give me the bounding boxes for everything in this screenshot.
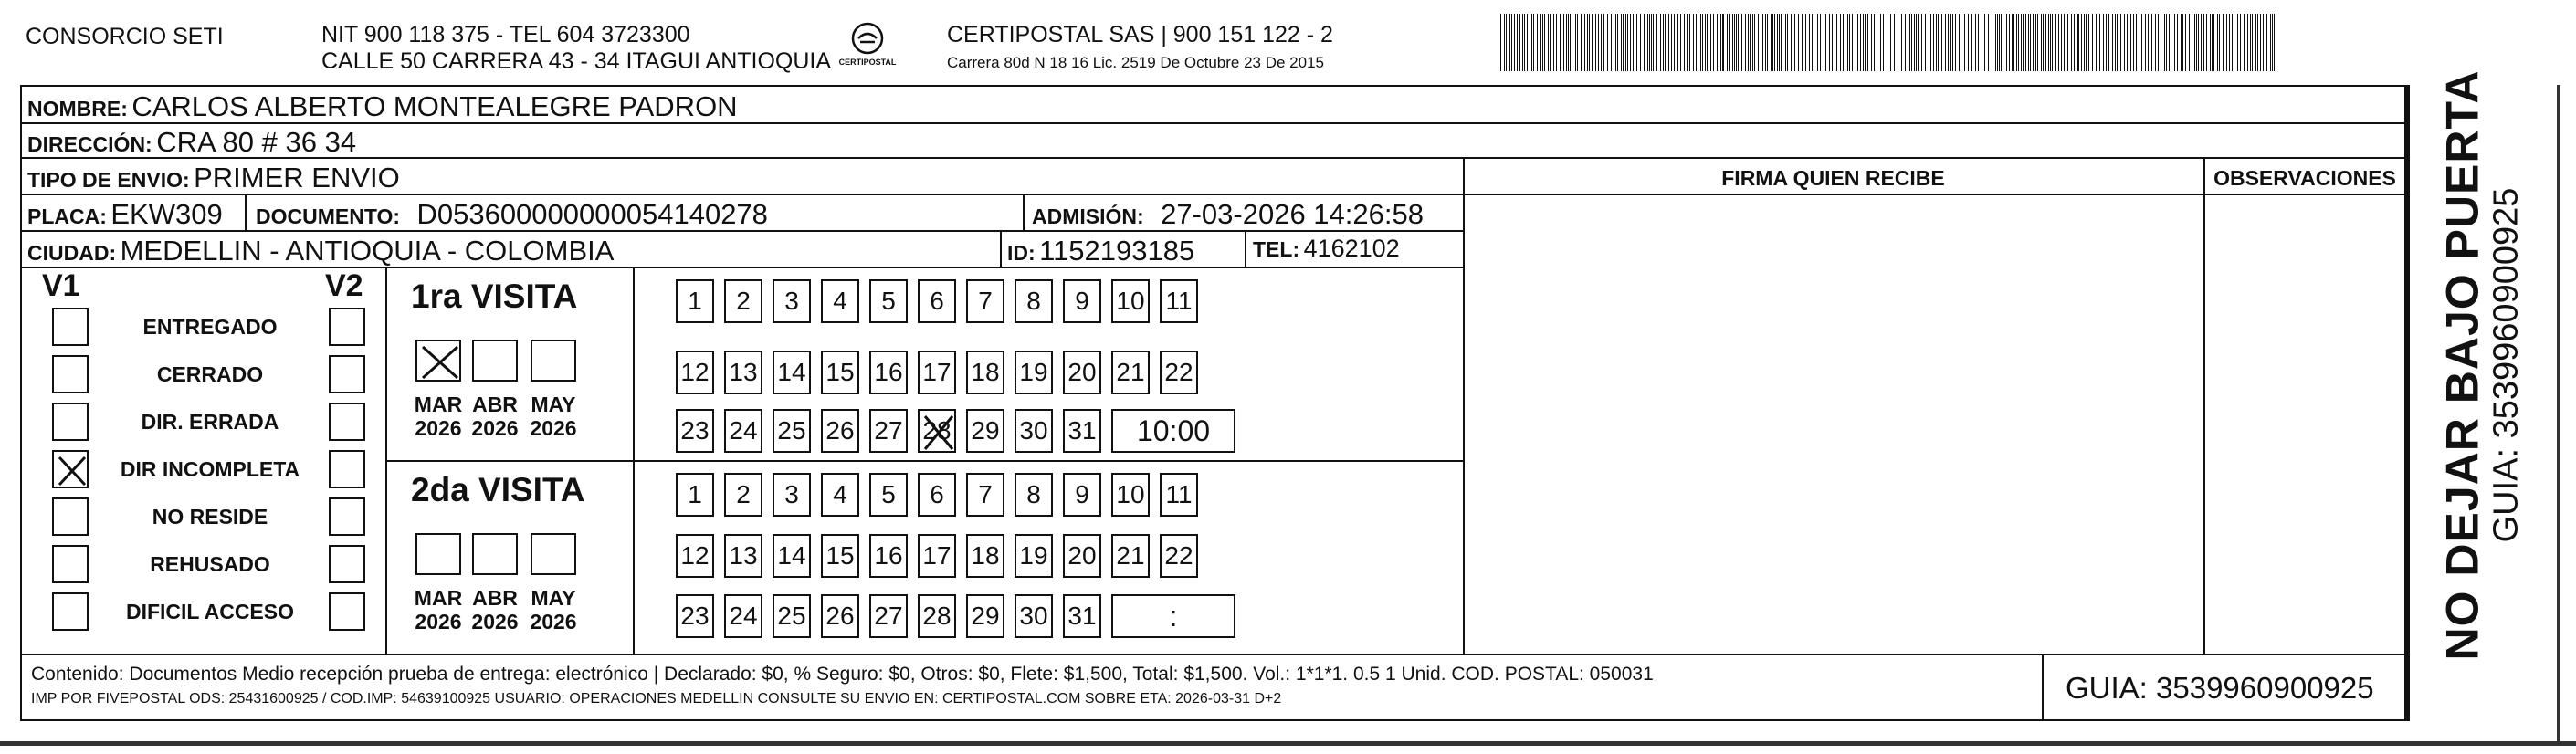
day-box[interactable]: 30 [1015,409,1053,453]
day-box[interactable]: 17 [918,534,956,578]
v1-checkbox[interactable] [52,545,89,583]
direccion-row [27,128,356,156]
month-checkbox[interactable] [472,340,518,382]
documento-value: D053600000000054140278 [416,198,768,230]
v2-checkbox[interactable] [329,308,365,346]
day-box[interactable]: 8 [1015,473,1053,517]
day-box[interactable]: 27 [869,594,908,638]
v2-checkbox[interactable] [329,497,365,536]
day-box[interactable]: 5 [869,473,908,517]
day-box[interactable]: 20 [1063,351,1101,394]
v2-checkbox[interactable] [329,450,365,488]
day-box[interactable]: 25 [773,594,811,638]
day-box[interactable]: 17 [918,351,956,394]
day-box[interactable]: 31 [1063,594,1101,638]
day-box[interactable]: 1 [676,279,714,323]
day-box[interactable]: 2 [724,473,762,517]
admision-value: 27-03-2026 14:26:58 [1161,198,1424,230]
direccion-value: CRA 80 # 36 34 [156,126,357,158]
id-value: 1152193185 [1039,235,1195,267]
id-label: ID: [1007,241,1036,265]
day-box[interactable]: 13 [724,351,762,394]
day-box[interactable]: 20 [1063,534,1101,578]
day-box[interactable]: 2 [724,279,762,323]
visit-2-title: 2da VISITA [411,471,585,508]
month-checkbox[interactable] [531,533,576,575]
barcode [1500,14,2275,71]
v1-checkbox[interactable] [52,403,89,441]
day-box[interactable]: 7 [966,473,1004,517]
day-box[interactable]: 23 [676,594,714,638]
month-checkbox[interactable] [415,533,461,575]
footer-guia: GUIA: 3539960900925 [2066,671,2374,705]
day-box[interactable]: 11 [1160,279,1198,323]
v2-checkbox[interactable] [329,403,365,441]
side-warning: NO DEJAR BAJO PUERTA [2436,69,2488,661]
day-box[interactable]: 21 [1111,534,1150,578]
day-box[interactable]: 4 [821,279,859,323]
day-box[interactable]: 18 [966,351,1004,394]
nombre-label: NOMBRE: [27,97,128,120]
day-box[interactable]: 28 [918,594,956,638]
direccion-label: DIRECCIÓN: [27,132,152,156]
side-text-group [2438,70,2527,661]
day-box[interactable]: 15 [821,351,859,394]
nombre-row [27,92,738,120]
day-box[interactable]: 6 [918,279,956,323]
v2-checkbox[interactable] [329,592,365,631]
day-box[interactable]: 14 [773,534,811,578]
month-label: ABR 2026 [471,586,519,634]
day-box[interactable]: 3 [773,279,811,323]
ciudad-row [27,236,614,265]
day-box[interactable]: 18 [966,534,1004,578]
ciudad-label: CIUDAD: [27,241,117,265]
observaciones-header: OBSERVACIONES [2213,166,2396,190]
v2-checkbox[interactable] [329,355,365,393]
v2-checkbox[interactable] [329,545,365,583]
footer-line-1: Contenido: Documentos Medio recepción prueba de entrega: electrónico | Declarado: $0, % Seguro: $0, Otros: $0, Flete: $1,500, Total: $1,500. Vol.: 1*1*1. 0.5 1 Unid. COD. POSTAL: 050031 [31,664,1654,685]
v1-label: V1 [42,268,80,303]
footer-line-2: IMP POR FIVEPOSTAL ODS: 25431600925 / COD.IMP: 54639100925 USUARIO: OPERACIONES MEDELLIN CONSULTE SU ENVIO EN: CERTIPOSTAL.COM SOBRE ETA: 2026-03-31 D+2 [31,691,1282,707]
id-row [1007,236,1194,265]
month-checkbox[interactable] [531,340,576,382]
day-box[interactable]: 29 [966,594,1004,638]
day-box[interactable]: 31 [1063,409,1101,453]
nombre-value: CARLOS ALBERTO MONTEALEGRE PADRON [131,90,738,122]
tipo-value: PRIMER ENVIO [194,162,400,194]
observaciones-area[interactable] [2205,195,2404,652]
day-box[interactable]: 24 [724,409,762,453]
documento-row [256,200,768,228]
day-box[interactable]: 12 [676,351,714,394]
month-label: MAY 2026 [530,586,577,634]
tel-value: 4162102 [1303,235,1400,262]
day-box[interactable]: 12 [676,534,714,578]
month-checkbox[interactable] [472,533,518,575]
day-box[interactable]: 16 [869,534,908,578]
license-line: Carrera 80d N 18 16 Lic. 2519 De Octubre 23 De 2015 [947,54,1324,71]
month-checkbox[interactable] [415,340,461,382]
month-label: ABR 2026 [471,393,519,441]
side-guia: GUIA: 3539960900925 [2487,187,2526,543]
day-box[interactable]: 22 [1160,351,1198,394]
v1-checkbox[interactable] [52,450,89,488]
day-box[interactable]: 13 [724,534,762,578]
day-box[interactable]: 7 [966,279,1004,323]
day-box[interactable]: 6 [918,473,956,517]
day-box[interactable]: 25 [773,409,811,453]
status-option-label: DIR. ERRADA [141,410,279,434]
admision-label: ADMISIÓN: [1032,204,1144,228]
tipo-label: TIPO DE ENVIO: [27,168,190,192]
time-box[interactable]: : [1111,594,1235,638]
day-box[interactable]: 30 [1015,594,1053,638]
day-box[interactable]: 28 [918,409,956,453]
day-box[interactable]: 4 [821,473,859,517]
tel-row [1253,236,1400,261]
tipo-row [27,163,400,192]
day-box[interactable]: 14 [773,351,811,394]
v1-checkbox[interactable] [52,355,89,393]
month-label: MAR 2026 [414,586,463,634]
day-box[interactable]: 16 [869,351,908,394]
v1-checkbox[interactable] [52,308,89,346]
placa-value: EKW309 [110,198,223,230]
day-box[interactable]: 1 [676,473,714,517]
v1-checkbox[interactable] [52,592,89,631]
company-name: CONSORCIO SETI [26,24,224,49]
address-line: CALLE 50 CARRERA 43 - 34 ITAGUI ANTIOQUIA [321,48,832,74]
status-option-label: ENTREGADO [142,315,278,339]
tel-label: TEL: [1253,237,1300,261]
month-label: MAR 2026 [414,393,463,441]
signature-area[interactable] [1465,195,2202,652]
day-box[interactable]: 27 [869,409,908,453]
day-box[interactable]: 9 [1063,279,1101,323]
certipostal-logo [833,20,902,75]
day-box[interactable]: 9 [1063,473,1101,517]
nit-line: NIT 900 118 375 - TEL 604 3723300 [321,22,690,47]
day-box[interactable]: 10 [1111,473,1150,517]
day-box[interactable]: 5 [869,279,908,323]
ciudad-value: MEDELLIN - ANTIOQUIA - COLOMBIA [120,235,615,267]
v1-checkbox[interactable] [52,497,89,536]
status-option-label: CERRADO [156,362,264,386]
logo-text: CERTIPOSTAL [838,58,897,67]
day-box[interactable]: 15 [821,534,859,578]
status-option-label: DIFICIL ACCESO [125,600,294,623]
status-option-label: DIR INCOMPLETA [120,457,300,481]
side-panel [2413,69,2550,661]
month-label: MAY 2026 [530,393,577,441]
day-box[interactable]: 26 [821,409,859,453]
status-option-label: NO RESIDE [152,505,268,529]
day-box[interactable]: 21 [1111,351,1150,394]
visit-1-title: 1ra VISITA [411,278,578,315]
v2-label: V2 [325,268,363,303]
time-box[interactable]: 10:00 [1111,409,1235,453]
day-box[interactable]: 10 [1111,279,1150,323]
status-option-label: REHUSADO [150,552,270,576]
day-box[interactable]: 29 [966,409,1004,453]
day-box[interactable]: 24 [724,594,762,638]
documento-label: DOCUMENTO: [256,204,401,228]
day-box[interactable]: 8 [1015,279,1053,323]
admision-row [1032,200,1424,228]
day-box[interactable]: 22 [1160,534,1198,578]
day-box[interactable]: 19 [1015,534,1053,578]
day-box[interactable]: 19 [1015,351,1053,394]
firma-header: FIRMA QUIEN RECIBE [1721,166,1945,190]
placa-row [27,200,223,228]
certipostal-line: CERTIPOSTAL SAS | 900 151 122 - 2 [947,22,1333,47]
day-box[interactable]: 23 [676,409,714,453]
day-box[interactable]: 26 [821,594,859,638]
day-box[interactable]: 3 [773,473,811,517]
day-box[interactable]: 11 [1160,473,1198,517]
placa-label: PLACA: [27,204,107,228]
